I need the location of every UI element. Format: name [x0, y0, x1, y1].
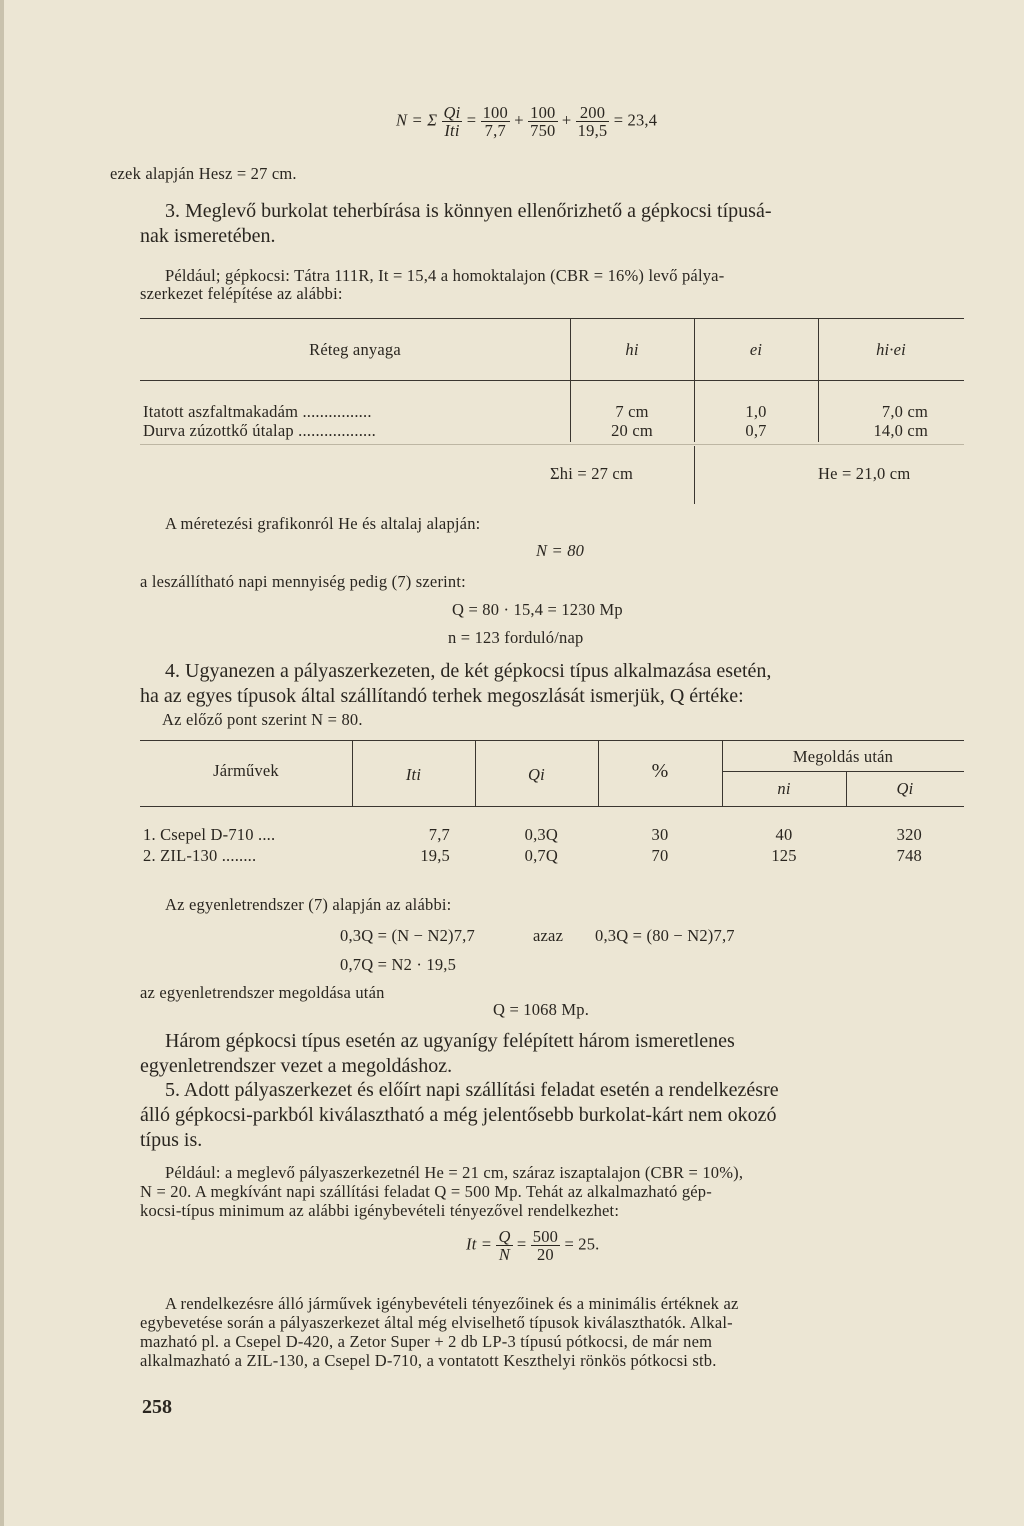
vehicle-row-2-name: 2. ZIL-130 ........	[143, 846, 257, 865]
th-solution: Megoldás után	[792, 747, 894, 766]
vehicle-row-1-iti: 7,7	[428, 825, 450, 844]
page-number: 258	[142, 1396, 172, 1418]
vehicle-row-1-qi: 0,3Q	[524, 825, 558, 844]
page-edge	[0, 0, 4, 1526]
top-formula: N = Σ $\frac{Qi}{\text{Iti}}$ = $\frac{100}{7,7}$ + $\frac{100}{750}$ + $\frac{200}{19,5}$ = 23,4	[396, 103, 658, 141]
table-row-2-hi: 20 cm	[611, 421, 653, 440]
s5-formula: It = $\frac{Q}{N}$ = $\frac{500}{20}$ = 25.	[466, 1227, 600, 1265]
sum-hi: Σhi = 27 cm	[550, 464, 633, 483]
vehicle-row-2-ni: 125	[771, 846, 797, 865]
th-hiei: hi·ei	[876, 340, 906, 359]
s3-example-2: szerkezet felépítése az alábbi:	[140, 284, 343, 303]
s5-formula-frac1: $\frac{Q}{N}$	[498, 1227, 511, 1265]
s5-final-3: mazható pl. a Csepel D-420, a Zetor Super + 2 db LP-3 típusú pótkocsi, de már nem	[140, 1332, 713, 1351]
s3-after-1: A méretezési grafikonról He és altalaj alapján:	[165, 514, 481, 533]
s3-n-trips: n = 123 forduló/nap	[448, 628, 584, 647]
s3-after-2: a leszállítható napi mennyiség pedig (7) szerint:	[140, 572, 466, 591]
s5-line-2: álló gépkocsi-parkból kiválasztható a még jelentősebb burkolat-kárt nem okozó	[140, 1104, 777, 1126]
s5-final-4: alkalmazható a ZIL-130, a Csepel D-710, a vontatott Keszthelyi rönkös pótkocsi stb.	[140, 1351, 717, 1370]
formula-frac3: $\frac{100}{750}$	[530, 103, 556, 141]
s4-eq-intro: Az egyenletrendszer (7) alapján az alábbi:	[165, 895, 452, 914]
th-ei: ei	[749, 340, 763, 359]
vehicle-row-1-pct: 30	[651, 825, 669, 844]
formula-result: = 23,4	[613, 110, 658, 130]
s5-example-3: kocsi-típus minimum az alábbi igénybevételi tényezővel rendelkezhet:	[140, 1201, 620, 1220]
s3-n-value: N = 80	[536, 541, 585, 560]
s4-eq1: 0,3Q = (N − N2)7,7	[340, 926, 475, 945]
s5-final-2: egybevetése során a pályaszerkezet által még elviselhető típusok kiválaszthatók. Alkal-	[140, 1313, 733, 1332]
th-vehicles: Járművek	[213, 761, 279, 780]
vehicle-row-1-q: 320	[896, 825, 922, 844]
s4-eq2: 0,7Q = N2 · 19,5	[340, 955, 457, 974]
sum-he: He = 21,0 cm	[818, 464, 911, 483]
formula-frac2: $\frac{100}{7,7}$	[482, 103, 508, 141]
s5-final-1: A rendelkezésre álló járművek igénybevételi tényezőinek és a minimális értéknek az	[165, 1294, 739, 1313]
s5-line-1: 5. Adott pályaszerkezet és előírt napi szállítási feladat esetén a rendelkezésre	[165, 1079, 779, 1101]
table-row-2-hiei: 14,0 cm	[873, 421, 928, 440]
s5-line-3: típus is.	[140, 1129, 203, 1151]
table-row-1-ei: 1,0	[745, 402, 767, 421]
table-row-1-hi: 7 cm	[615, 402, 649, 421]
th-percent: %	[651, 760, 669, 782]
s4-q-result: Q = 1068 Mp.	[493, 1000, 590, 1019]
top-note: ezek alapján Hesz = 27 cm.	[110, 164, 297, 183]
s3-q-value: Q = 80 · 15,4 = 1230 Mp	[452, 600, 623, 619]
s5-formula-lhs: It =	[466, 1234, 493, 1254]
th-qi: Qi	[528, 765, 545, 784]
th-layer: Réteg anyaga	[309, 340, 401, 359]
table-row-2-name: Durva zúzottkő útalap ..................	[143, 421, 376, 440]
s4-eq1-mid: azaz	[533, 926, 564, 945]
vehicle-row-1-ni: 40	[775, 825, 793, 844]
th-hi: hi	[625, 340, 639, 359]
s5-example-2: N = 20. A megkívánt napi szállítási feladat Q = 500 Mp. Tehát az alkalmazható gép-	[140, 1182, 712, 1201]
vehicle-row-2-iti: 19,5	[420, 846, 450, 865]
s4-eq1-right: 0,3Q = (80 − N2)7,7	[595, 926, 735, 945]
formula-lhs: N = Σ	[396, 110, 438, 130]
s4-eq-after: az egyenletrendszer megoldása után	[140, 983, 385, 1002]
s4-three-2: egyenletrendszer vezet a megoldáshoz.	[140, 1055, 453, 1077]
s4-line-3: Az előző pont szerint N = 80.	[162, 710, 363, 729]
s4-line-2: ha az egyes típusok által szállítandó terhek megoszlását ismerjük, Q értéke:	[140, 685, 744, 707]
th-ni: ni	[777, 779, 791, 798]
vehicle-row-2-qi: 0,7Q	[524, 846, 558, 865]
vehicle-row-2-pct: 70	[651, 846, 669, 865]
s4-line-1: 4. Ugyanezen a pályaszerkezeten, de két gépkocsi típus alkalmazása esetén,	[165, 660, 772, 682]
s3-example-1: Például; gépkocsi: Tátra 111R, It = 15,4 a homoktalajon (CBR = 16%) levő pálya-	[165, 266, 725, 285]
table-row-1-hiei: 7,0 cm	[881, 402, 928, 421]
th-iti: Iti	[405, 765, 422, 784]
table-row-1-name: Itatott aszfaltmakadám ................	[143, 402, 372, 421]
vehicle-row-2-q: 748	[896, 846, 922, 865]
vehicle-row-1-name: 1. Csepel D-710 ....	[143, 825, 276, 844]
s4-three-1: Három gépkocsi típus esetén az ugyanígy felépített három ismeretlenes	[165, 1030, 735, 1052]
s3-heading-2: nak ismeretében.	[140, 225, 276, 247]
th-qi-2: Qi	[896, 779, 914, 798]
s5-formula-result: = 25.	[564, 1234, 600, 1254]
formula-frac4: $\frac{200}{19,5}$	[577, 103, 608, 141]
table-row-2-ei: 0,7	[745, 421, 767, 440]
s5-example-1: Például: a meglevő pályaszerkezetnél He = 21 cm, száraz iszaptalajon (CBR = 10%),	[165, 1163, 744, 1182]
formula-frac1: $\frac{Qi}{\text{Iti}}$	[443, 103, 461, 141]
s5-formula-frac2: $\frac{500}{20}$	[532, 1227, 559, 1265]
s3-heading-1: 3. Meglevő burkolat teherbírása is könnyen ellenőrizhető a gépkocsi típusá-	[165, 200, 772, 222]
